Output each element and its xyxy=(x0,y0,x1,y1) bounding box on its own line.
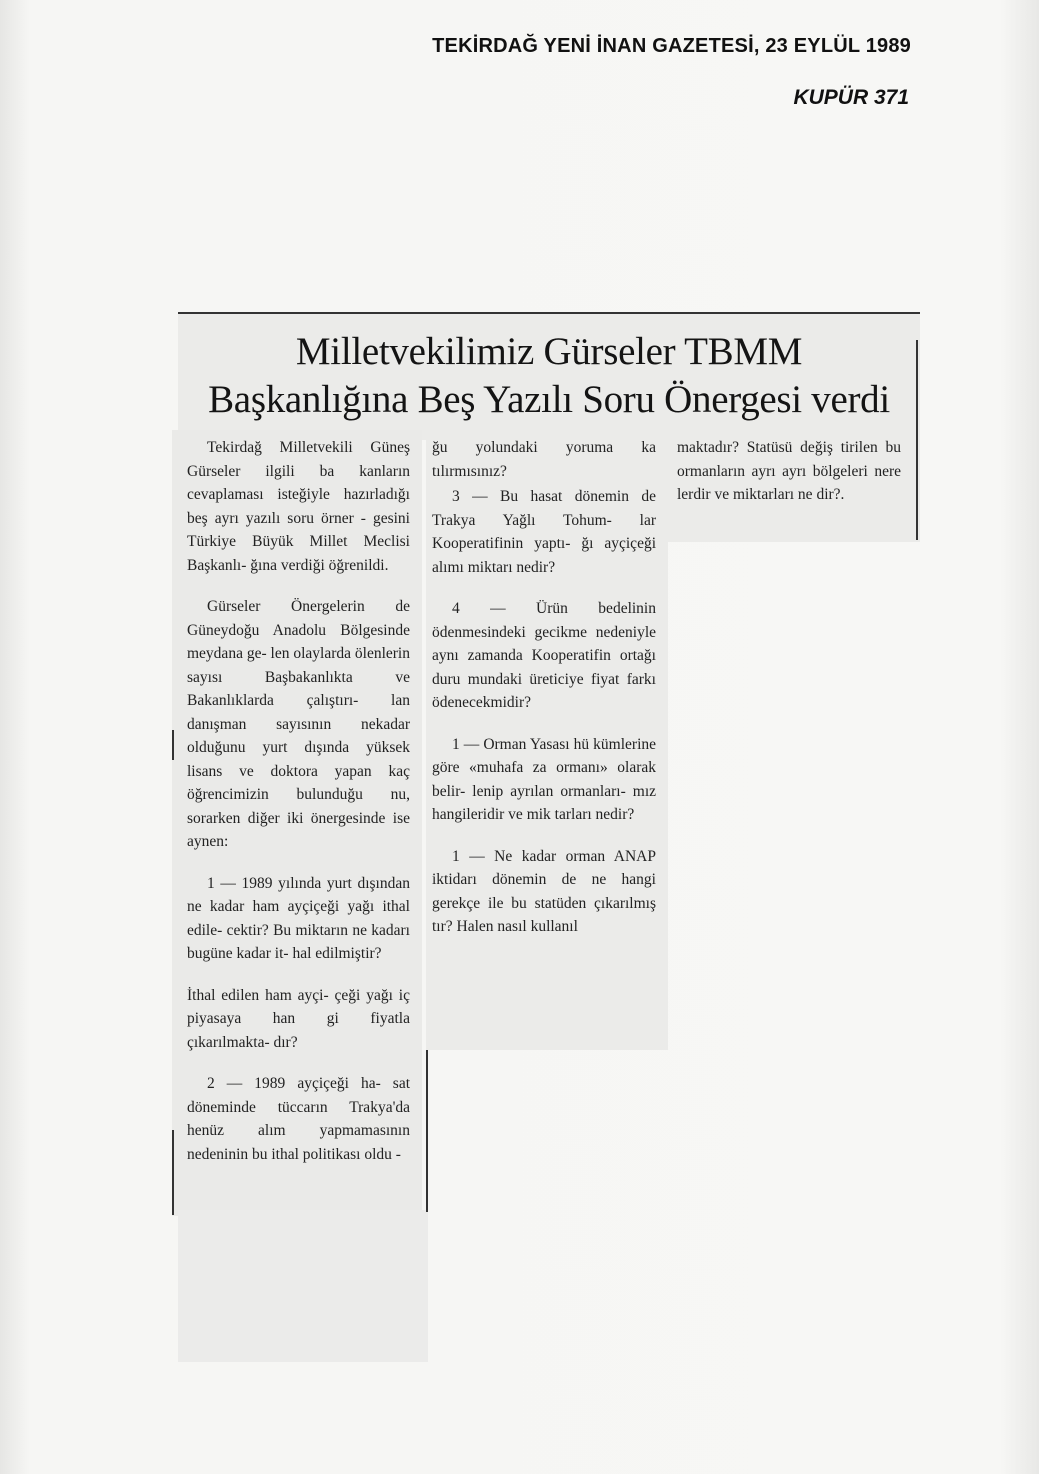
article-column-2 xyxy=(432,436,656,957)
article-column-1 xyxy=(187,436,410,1184)
top-rule xyxy=(178,312,920,314)
paragraph: İthal edilen ham ayçi- çeği yağı iç piyasaya han gi fiyatla çıkarılmakta- dır? xyxy=(187,986,410,1051)
article-column-3 xyxy=(677,436,901,507)
article-headline xyxy=(178,330,920,422)
paragraph: Tekirdağ Milletvekili Güneş Gürseler ilgili ba kanların cevaplaması isteğiyle hazırladığı beş ayrı yazılı soru örner - gesini Türkiye Büyük Millet Meclisi Başkanlı- ğına verdiği öğrenildi. xyxy=(187,439,410,574)
paragraph: 1 — Ne kadar orman ANAP iktidarı dönemin de ne hangi gerekçe ile bu statüden çıkarılmış tır? Halen nasıl kullanıl xyxy=(432,847,656,935)
column-divider xyxy=(426,1050,428,1212)
paragraph: ğu yolundaki yoruma ka tılırmısınız? xyxy=(432,439,656,480)
paragraph: 1 — 1989 yılında yurt dışından ne kadar ham ayçiçeği yağı ithal edile- cektir? Bu miktarın ne kadarı bugüne kadar it- hal edilmiştir? xyxy=(187,874,410,962)
clipping-number: KUPÜR 371 xyxy=(793,86,909,109)
paragraph: Gürseler Önergelerin de Güneydoğu Anadolu Bölgesinde meydana ge- len olaylarda ölenlerin sayısı Başbakanlıkta ve Bakanlıklarda çalıştırı- lan danışman sayısının nekadar olduğunu yurt dışında yüksek lisans ve doktora yapan kaç öğrencimizin bulunduğu nu, sorarken diğer iki önergesinde ise aynen: xyxy=(187,598,410,850)
clipping-column-1-lower-area xyxy=(178,1210,428,1362)
paragraph: 4 — Ürün bedelinin ödenmesindeki gecikme nedeniyle aynı zamanda Kooperatifin ortağı duru mundaki üreticiye fiyat farkı ödenecekmidir? xyxy=(432,600,656,711)
headline-line-1: Milletvekilimiz Gürseler TBMM xyxy=(295,330,803,373)
left-edge-mark xyxy=(172,730,174,760)
paragraph: 1 — Orman Yasası hü kümlerine göre «muhafa za ormanı» olarak belir- lenip ayrılan ormanları- mız hangileridir ve mik tarları nedir? xyxy=(432,735,656,823)
paragraph: 2 — 1989 ayçiçeği ha- sat döneminde tüccarın Trakya'da henüz alım yapmamasının nedeninin bu ithal politikası oldu - xyxy=(187,1075,410,1163)
headline-line-2: Başkanlığına Beş Yazılı Soru Önergesi verdi xyxy=(208,378,890,421)
left-edge-mark-lower xyxy=(172,1130,174,1215)
paragraph: maktadır? Statüsü değiş tirilen bu ormanların ayrı ayrı bölgeleri nere lerdir ve miktarları ne dir?. xyxy=(677,439,901,503)
newspaper-source-header: TEKİRDAĞ YENİ İNAN GAZETESİ, 23 EYLÜL 1989 xyxy=(432,35,911,57)
paragraph: 3 — Bu hasat dönemin de Trakya Yağlı Tohum- lar Kooperatifinin yaptı- ğı ayçiçeği alımı miktarı nedir? xyxy=(432,488,656,576)
